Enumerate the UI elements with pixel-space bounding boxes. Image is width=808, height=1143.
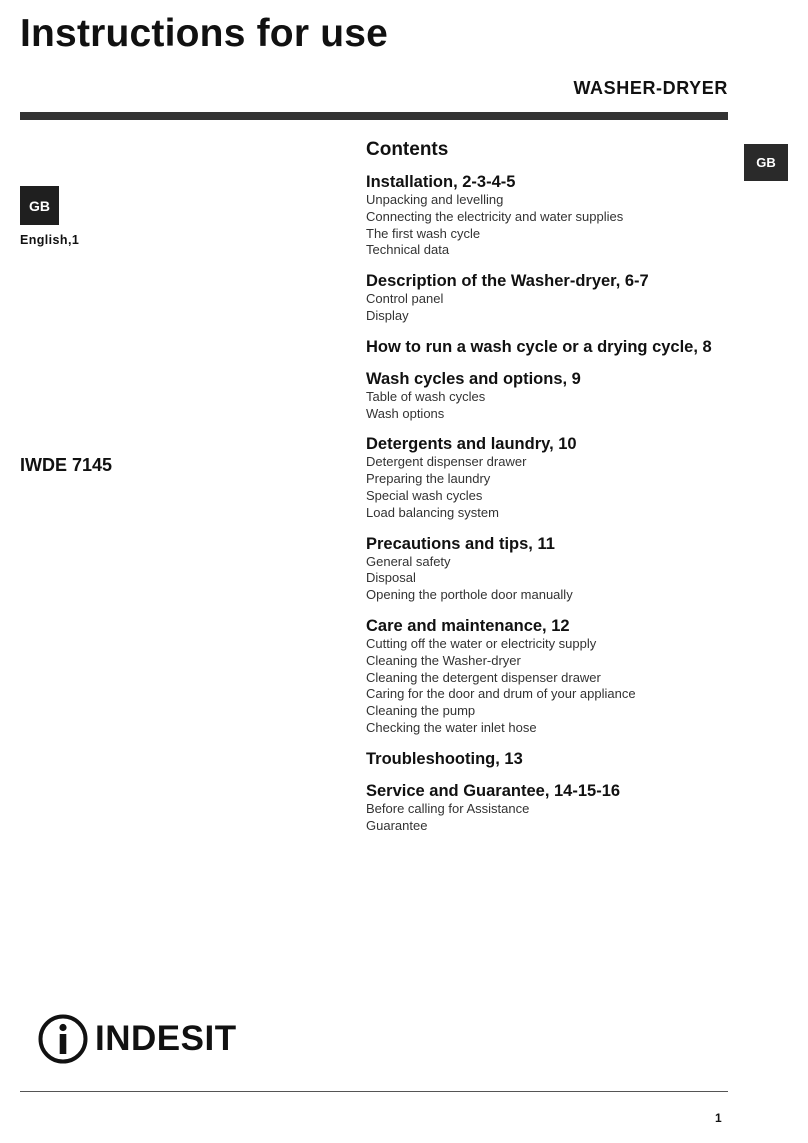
- section-title: Wash cycles and options, 9: [366, 369, 581, 388]
- section-item: Display: [366, 307, 409, 323]
- section-title: Service and Guarantee, 14-15-16: [366, 781, 621, 800]
- contents-section: [366, 338, 746, 357]
- section-item: Unpacking and levelling: [366, 192, 504, 207]
- section-title: Installation, 2-3-4-5: [366, 173, 516, 191]
- section-item: Guarantee: [366, 817, 428, 833]
- section-item: Table of wash cycles: [366, 388, 486, 404]
- contents-heading: Contents: [366, 139, 449, 160]
- contents-section: [366, 173, 746, 259]
- section-title: Detergents and laundry, 10: [366, 435, 577, 454]
- section-item: Special wash cycles: [366, 487, 483, 503]
- section-title: Description of the Washer-dryer, 6-7: [366, 272, 649, 291]
- section-title: How to run a wash cycle or a drying cycle, 8: [366, 337, 712, 356]
- contents-section: [366, 750, 746, 769]
- section-item: Checking the water inlet hose: [366, 719, 537, 735]
- page-number: 1: [715, 1111, 722, 1125]
- indesit-circle-i-icon: [37, 1013, 89, 1065]
- section-item: Wash options: [366, 405, 445, 421]
- section-item: Cleaning the Washer-dryer: [366, 652, 521, 668]
- language-side-tab: GB: [744, 144, 788, 181]
- section-item: Detergent dispenser drawer: [366, 454, 527, 470]
- section-item: Caring for the door and drum of your appliance: [366, 686, 636, 702]
- contents-sections: [366, 173, 746, 834]
- model-number: IWDE 7145: [20, 455, 113, 475]
- product-type: WASHER-DRYER: [573, 78, 728, 98]
- section-item: Technical data: [366, 242, 450, 258]
- contents-section: [366, 535, 746, 604]
- section-item: Cutting off the water or electricity supply: [366, 635, 597, 651]
- table-of-contents: [366, 139, 746, 847]
- section-item: Disposal: [366, 570, 416, 586]
- page-title: Instructions for use: [20, 12, 389, 55]
- section-title: Troubleshooting, 13: [366, 749, 523, 768]
- section-item: Before calling for Assistance: [366, 800, 530, 816]
- contents-section: [366, 435, 746, 521]
- contents-section: [366, 370, 746, 423]
- section-item: The first wash cycle: [366, 225, 481, 241]
- section-item: Opening the porthole door manually: [366, 587, 573, 603]
- language-badge: GB: [20, 186, 59, 225]
- section-item: Cleaning the pump: [366, 703, 476, 719]
- brand-logo: [37, 1013, 237, 1065]
- contents-section: [366, 617, 746, 737]
- section-title: Precautions and tips, 11: [366, 534, 555, 553]
- section-item: Control panel: [366, 291, 444, 307]
- section-item: Connecting the electricity and water supplies: [366, 208, 624, 224]
- footer-divider: [20, 1091, 728, 1092]
- brand-name: INDESIT: [95, 1019, 237, 1058]
- section-item: Cleaning the detergent dispenser drawer: [366, 669, 601, 685]
- contents-section: [366, 782, 746, 835]
- language-label: English,1: [20, 233, 80, 247]
- section-item: Load balancing system: [366, 504, 499, 520]
- section-title: Care and maintenance, 12: [366, 616, 570, 635]
- header-divider: [20, 112, 728, 120]
- section-item: General safety: [366, 553, 451, 569]
- contents-section: [366, 272, 746, 325]
- section-item: Preparing the laundry: [366, 471, 491, 487]
